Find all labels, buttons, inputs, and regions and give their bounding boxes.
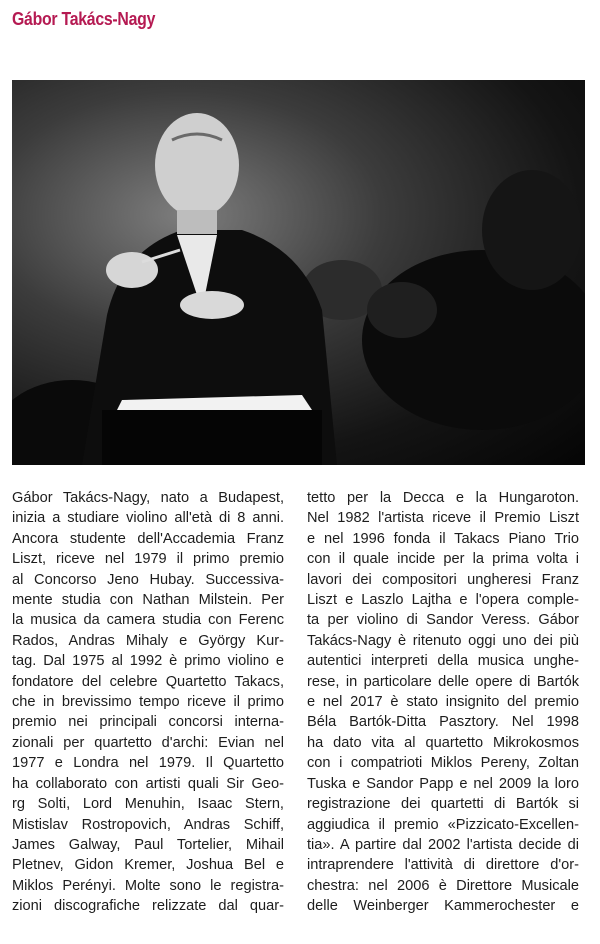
article-line: tia». A partire dal 2002 l'artista decide di xyxy=(307,836,579,853)
article-line: con il quale incide per la prima volta i xyxy=(307,551,579,568)
article-line: lavori dei compositori ungheresi Franz xyxy=(307,571,579,588)
article-line: Liszt, riceve nel 1979 il primo premio xyxy=(12,551,284,568)
article-line: zioni discografiche relizzate dal quar- xyxy=(12,898,284,915)
music-stand xyxy=(102,410,322,465)
article-line: intraprendere l'attività di direttore d'or- xyxy=(307,857,579,874)
article-line: delle Weinberger Kammerochester e xyxy=(307,898,579,915)
article-line: tag. Dal 1975 al 1992 è primo violino e xyxy=(12,653,284,670)
article-line: rg Solti, Lord Menuhin, Isaac Stern, xyxy=(12,796,284,813)
article-line: registrazione dei quartetti di Bartók si xyxy=(307,796,579,813)
conductor-neck xyxy=(177,210,217,234)
article-line: premio nei principali concorsi interna- xyxy=(12,714,284,731)
article-line: Mistislav Rostropovich, Andras Schiff, xyxy=(12,816,284,833)
article-line: rese, in particolare delle opere di Bartók xyxy=(307,673,579,690)
article-line: Pletnev, Gidon Kremer, Joshua Bel e xyxy=(12,857,284,874)
article-line: e nel 1996 fonda il Takacs Piano Trio xyxy=(307,530,579,547)
article-line: al Concorso Jeno Hubay. Successiva- xyxy=(12,571,284,588)
conductor-right-hand xyxy=(180,291,244,319)
article-line: Ancora studente dell'Accademia Franz xyxy=(12,530,284,547)
article-line: Gábor Takács-Nagy, nato a Budapest, xyxy=(12,490,284,506)
article-line: Takács-Nagy è ritenuto oggi uno dei più xyxy=(307,632,579,649)
orchestra-member xyxy=(482,170,582,290)
page-title: Gábor Takács-Nagy xyxy=(12,9,156,29)
article-line: Liszt e Laszlo Lajtha e l'opera comple- xyxy=(307,592,579,609)
article-column-right xyxy=(307,488,579,917)
article-line: mente studia con Nathan Milstein. Per xyxy=(12,592,284,609)
article-line: ha collaborato con artisti quali Sir Geo- xyxy=(12,775,284,792)
conductor-illustration xyxy=(12,80,585,465)
article-column-left xyxy=(12,488,284,917)
conductor-photo xyxy=(12,80,585,465)
article-line: la musica da camera studia con Ferenc xyxy=(12,612,284,629)
conductor-left-hand xyxy=(106,252,158,288)
article-line: Nel 1982 l'artista riceve il Premio Liszt xyxy=(307,510,579,527)
article-line: ha dato vita al quartetto Mikrokosmos xyxy=(307,734,579,751)
article-line: che in brevissimo tempo riceve il primo xyxy=(12,694,284,711)
article-line: e nel 2017 è stato insignito del premio xyxy=(307,694,579,711)
article-line: Tuska e Sandor Papp e nel 2009 la loro xyxy=(307,775,579,792)
article-line: ta per violino di Sandor Veress. Gábor xyxy=(307,612,579,629)
article-line: zionali per quartetto d'archi: Evian nel xyxy=(12,734,284,751)
article-line: inizia a studiare violino all'età di 8 anni. xyxy=(12,510,284,527)
article-line: Miklos Perényi. Molte sono le registra- xyxy=(12,877,284,894)
article-line: Béla Bartók-Ditta Pasztory. Nel 1998 xyxy=(307,714,579,731)
article-line: autentici interpreti della musica unghe- xyxy=(307,653,579,670)
article-line: James Galway, Paul Tortelier, Mihail xyxy=(12,836,284,853)
article-line: 1977 e Londra nel 1979. Il Quartetto xyxy=(12,755,284,772)
conductor-head xyxy=(155,113,239,217)
article-line: chestra: nel 2006 è Direttore Musicale xyxy=(307,877,579,894)
article-line: con i compatrioti Miklos Pereny, Zoltan xyxy=(307,755,579,772)
article-line: fondatore del celebre Quartetto Takacs, xyxy=(12,673,284,690)
article-line: Rados, Andras Mihaly e György Kur- xyxy=(12,632,284,649)
article-line: aggiudica il premio «Pizzicato-Excellen- xyxy=(307,816,579,833)
orchestra-member xyxy=(367,282,437,338)
article-line: tetto per la Decca e la Hungaroton. xyxy=(307,490,579,506)
